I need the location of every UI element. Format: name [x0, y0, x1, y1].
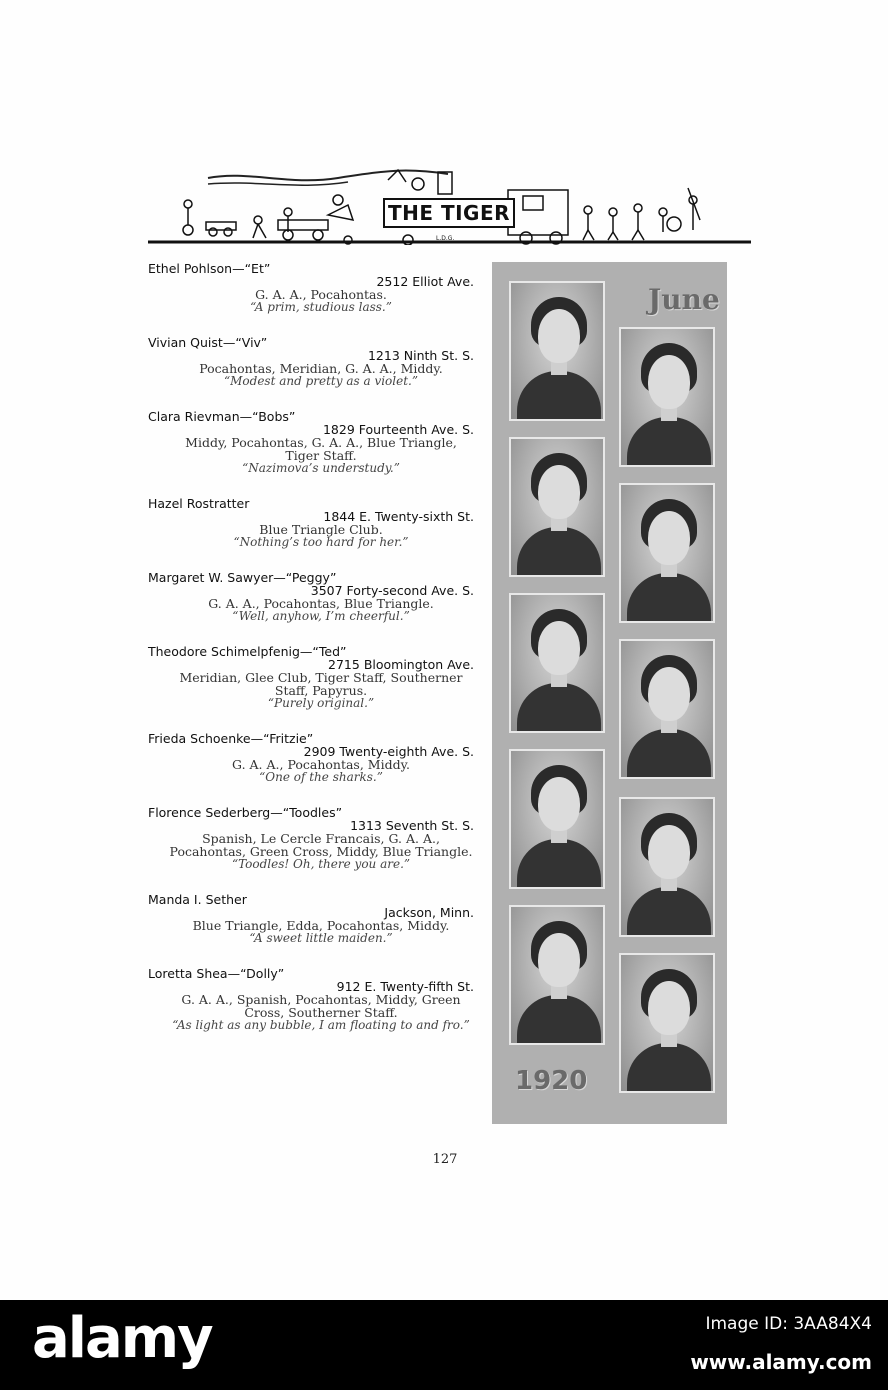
student-name: Ethel Pohlson—“Et” [148, 261, 271, 276]
student-quote: “As light as any bubble, I am floating to and fro.” [172, 1018, 470, 1032]
student-entry [148, 893, 474, 945]
student-activities: G. A. A., Pocahontas, Blue Triangle. [208, 596, 434, 611]
student-name: Vivian Quist—“Viv” [148, 335, 268, 350]
student-address: 912 E. Twenty-fifth St. [336, 979, 474, 994]
banner-credit: L.D.G. [436, 235, 455, 242]
portrait-photo [619, 483, 715, 623]
student-name: Loretta Shea—“Dolly” [148, 966, 285, 981]
student-address: 1313 Seventh St. S. [350, 818, 474, 833]
portrait-photo [509, 281, 605, 421]
student-activities: Blue Triangle Club. [259, 522, 383, 537]
student-address: 1213 Ninth St. S. [367, 348, 474, 363]
image-id: Image ID: 3AA84X4 [705, 1314, 872, 1334]
student-entry [148, 732, 474, 784]
student-quote: “Modest and pretty as a violet.” [223, 374, 418, 388]
portrait-photo [509, 905, 605, 1045]
portrait-photo [509, 749, 605, 889]
student-quote: “Nothing’s too hard for her.” [233, 535, 409, 549]
student-activities: Spanish, Le Cercle Francais, G. A. A., Pocahontas, Green Cross, Middy, Blue Triangle. [169, 831, 473, 859]
student-address: Jackson, Minn. [384, 905, 474, 920]
panel-year-label: 1920 [515, 1066, 588, 1096]
student-entry [148, 806, 474, 871]
student-name: Frieda Schoenke—“Fritzie” [148, 731, 314, 746]
panel-month-label: June [648, 283, 720, 316]
student-address: 2512 Elliot Ave. [376, 274, 474, 289]
student-activities: G. A. A., Pocahontas. [255, 287, 387, 302]
portrait-photo [619, 953, 715, 1093]
student-address: 2909 Twenty-eighth Ave. S. [303, 744, 474, 759]
student-name: Theodore Schimelpfenig—“Ted” [148, 644, 347, 659]
student-name: Clara Rievman—“Bobs” [148, 409, 296, 424]
student-entry [148, 571, 474, 623]
student-quote: “Nazimova’s understudy.” [242, 461, 400, 475]
student-entries [148, 262, 474, 1054]
student-address: 3507 Forty-second Ave. S. [310, 583, 474, 598]
student-entry [148, 967, 474, 1032]
student-address: 2715 Bloomington Ave. [328, 657, 474, 672]
page-number: 127 [432, 1152, 458, 1167]
student-activities: Blue Triangle, Edda, Pocahontas, Middy. [192, 918, 450, 933]
header-title: THE TIGER [383, 198, 515, 228]
student-activities: G. A. A., Spanish, Pocahontas, Middy, Green Cross, Southerner Staff. [181, 992, 461, 1020]
stock-footer-band [0, 1300, 888, 1390]
student-entry [148, 262, 474, 314]
student-quote: “A prim, studious lass.” [250, 300, 392, 314]
student-activities: Middy, Pocahontas, G. A. A., Blue Triangle, Tiger Staff. [185, 435, 457, 463]
student-activities: Pocahontas, Meridian, G. A. A., Middy. [199, 361, 443, 376]
student-quote: “Toodles! Oh, there you are.” [231, 857, 411, 871]
student-quote: “Purely original.” [267, 696, 375, 710]
student-activities: Meridian, Glee Club, Tiger Staff, Southerner Staff, Papyrus. [179, 670, 463, 698]
student-entry [148, 645, 474, 710]
portrait-photo [619, 327, 715, 467]
student-quote: “One of the sharks.” [259, 770, 383, 784]
student-address: 1844 E. Twenty-sixth St. [323, 509, 474, 524]
student-quote: “Well, anyhow, I’m cheerful.” [232, 609, 410, 623]
student-name: Hazel Rostratter [148, 496, 250, 511]
student-entry [148, 497, 474, 549]
student-name: Manda I. Sether [148, 892, 247, 907]
student-address: 1829 Fourteenth Ave. S. [322, 422, 474, 437]
student-quote: “A sweet little maiden.” [249, 931, 393, 945]
site-url: www.alamy.com [690, 1350, 872, 1374]
portrait-photo [619, 797, 715, 937]
stock-logo: alamy [32, 1306, 212, 1371]
student-entry [148, 336, 474, 388]
student-activities: G. A. A., Pocahontas, Middy. [232, 757, 410, 772]
portrait-photo [509, 593, 605, 733]
student-entry [148, 410, 474, 475]
portrait-photo [619, 639, 715, 779]
portrait-photo [509, 437, 605, 577]
student-name: Margaret W. Sawyer—“Peggy” [148, 570, 337, 585]
student-name: Florence Sederberg—“Toodles” [148, 805, 343, 820]
